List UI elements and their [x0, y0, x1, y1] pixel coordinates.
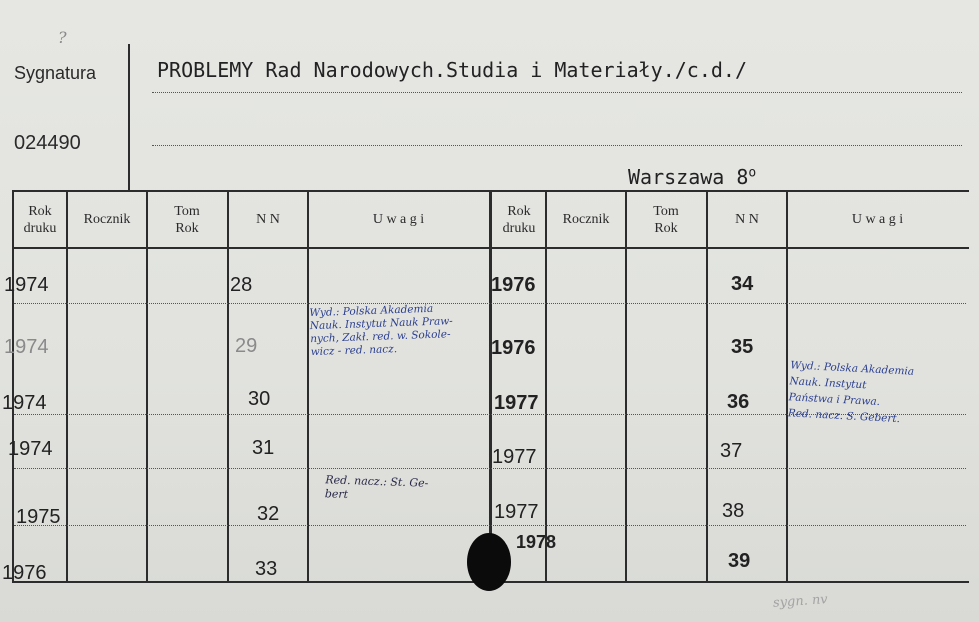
corner-mark: ?	[58, 28, 67, 47]
header-tom-line1: Tom	[653, 204, 679, 219]
header-rok-druku	[12, 203, 68, 237]
year-cell: 1977	[494, 501, 539, 523]
punch-hole	[467, 533, 511, 591]
format-degree: o	[748, 165, 757, 181]
nn-cell: 38	[722, 500, 745, 522]
header-tom-rok	[625, 203, 707, 237]
note-line: bert	[324, 487, 349, 502]
note-publisher-right	[787, 357, 970, 430]
note-line: nych, Zakł. red. w. Sokole-	[310, 328, 451, 346]
header-rok-druku-line2: druku	[23, 221, 57, 236]
nn-cell: 39	[728, 550, 751, 572]
note-line: Red. nacz.: St. Ge-	[325, 473, 429, 490]
header-rocznik: Rocznik	[562, 212, 610, 227]
nn-cell: 33	[255, 558, 278, 580]
note-line: Red. nacz. S. Gebert.	[787, 407, 901, 426]
header-uwagi: U w a g i	[372, 212, 425, 227]
year-cell: 1976	[491, 274, 536, 296]
header-uwagi: U w a g i	[851, 212, 904, 227]
note-line: Państwa i Prawa.	[788, 391, 881, 409]
note-line: Wyd.: Polska Akademia	[790, 359, 915, 378]
nn-cell: 37	[720, 440, 743, 462]
header-nn: N N	[256, 212, 280, 227]
year-cell: 1974	[2, 392, 47, 414]
header-rok-druku-line1: Rok	[507, 204, 531, 219]
nn-cell: 30	[248, 388, 271, 410]
header-rok-druku	[491, 203, 547, 237]
note-line: Nauk. Instytut Nauk Praw-	[309, 315, 453, 333]
note-line: Nauk. Instytut	[789, 375, 867, 392]
nn-cell: 29	[235, 335, 258, 357]
nn-cell: 34	[731, 273, 754, 295]
year-cell: 1974	[8, 438, 53, 460]
note-publisher-left	[309, 301, 491, 359]
header-tom-line1: Tom	[174, 204, 200, 219]
nn-cell: 28	[230, 274, 253, 296]
header-tom-rok	[146, 203, 228, 237]
nn-cell: 32	[257, 503, 280, 525]
header-rok-druku-line1: Rok	[28, 204, 52, 219]
header-rocznik: Rocznik	[83, 212, 131, 227]
nn-cell: 35	[731, 336, 754, 358]
nn-cell: 31	[252, 437, 275, 459]
year-cell: 1977	[494, 392, 539, 414]
year-cell: 1974	[4, 336, 49, 358]
note-line: wicz - red. nacz.	[310, 343, 398, 359]
header-tom-line2: Rok	[654, 221, 678, 236]
row-rule	[14, 303, 966, 304]
bottom-pencil-note: sygn. nv	[772, 592, 829, 611]
note-line: Wyd.: Polska Akademia	[309, 302, 434, 320]
header-tom-line2: Rok	[175, 221, 199, 236]
year-cell: 1976	[491, 337, 536, 359]
sygnatura-value: 024490	[14, 132, 81, 154]
note-editor-left	[325, 473, 486, 507]
year-cell: 1977	[492, 446, 537, 468]
place-format	[628, 165, 756, 189]
sygnatura-label: Sygnatura	[14, 63, 97, 83]
row-rule	[14, 468, 966, 469]
title: PROBLEMY Rad Narodowych.Studia i Materiały./c.d./	[157, 58, 748, 82]
year-cell: 1976	[2, 562, 47, 584]
rule	[152, 92, 962, 93]
year-cell: 1974	[4, 274, 49, 296]
place-format-text: Warszawa 8	[628, 165, 749, 189]
sygnatura-divider	[128, 44, 130, 192]
row-rule	[14, 525, 966, 526]
year-cell: 1978	[516, 532, 557, 552]
year-cell: 1975	[16, 506, 61, 528]
header-rok-druku-line2: druku	[502, 221, 536, 236]
rule	[152, 145, 962, 146]
header-nn: N N	[735, 212, 759, 227]
nn-cell: 36	[727, 391, 750, 413]
